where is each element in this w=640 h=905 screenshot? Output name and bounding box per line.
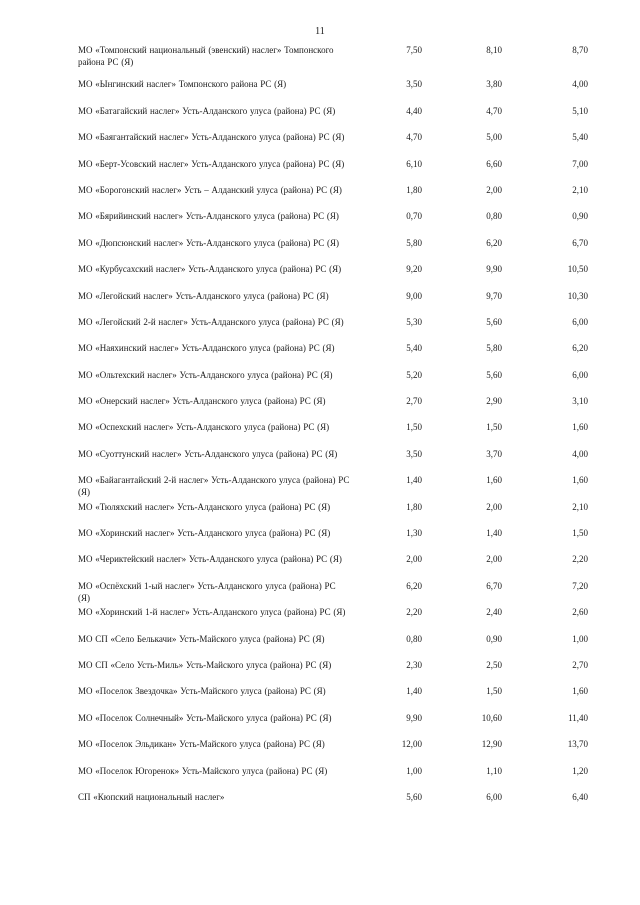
- value-v3: 5,40: [572, 132, 588, 143]
- value-v1: 4,70: [406, 132, 422, 143]
- value-v2: 12,90: [481, 739, 502, 750]
- municipality-name: МО СП «Село Белькачи» Усть-Майского улуса (района) РС (Я): [78, 633, 325, 644]
- table-row: [0, 131, 640, 157]
- value-v2: 5,80: [486, 343, 502, 354]
- value-v3: 6,00: [572, 316, 588, 327]
- table-row: [0, 580, 640, 606]
- value-v3: 6,40: [572, 791, 588, 802]
- value-v1: 3,50: [406, 448, 422, 459]
- value-v1: 4,40: [406, 105, 422, 116]
- value-v1: 2,70: [406, 396, 422, 407]
- value-v2: 9,90: [486, 264, 502, 275]
- value-v3: 2,60: [572, 607, 588, 618]
- value-v3: 11,40: [568, 712, 588, 723]
- table-row: [0, 685, 640, 711]
- table-row: [0, 105, 640, 131]
- municipality-name: МО «Курбусахский наслег» Усть-Алданского улуса (района) РС (Я): [78, 264, 342, 275]
- value-v1: 1,80: [406, 184, 422, 195]
- value-v1: 9,20: [406, 264, 422, 275]
- municipality-table: [0, 44, 640, 817]
- table-row: [0, 421, 640, 447]
- municipality-name: МО «Байагантайский 2-й наслег» Усть-Алданского улуса (района) РС (Я): [78, 475, 350, 498]
- table-row: [0, 448, 640, 474]
- value-v3: 10,50: [567, 264, 588, 275]
- value-v3: 1,50: [572, 528, 588, 539]
- table-row: [0, 342, 640, 368]
- value-v1: 3,50: [406, 79, 422, 90]
- table-row: [0, 44, 640, 70]
- municipality-name: МО «Хоринский 1-й наслег» Усть-Алданского улуса (района) РС (Я): [78, 607, 346, 618]
- value-v2: 2,00: [486, 554, 502, 565]
- table-row: [0, 738, 640, 764]
- municipality-name: МО «Батагайский наслег» Усть-Алданского улуса (района) РС (Я): [78, 105, 336, 116]
- value-v2: 10,60: [481, 712, 502, 723]
- value-v2: 9,70: [486, 290, 502, 301]
- value-v3: 10,30: [567, 290, 588, 301]
- value-v3: 1,60: [572, 475, 588, 486]
- value-v2: 1,40: [486, 528, 502, 539]
- municipality-name: МО «Томпонский национальный (эвенский) наслег» Томпонского района РС (Я): [78, 45, 334, 67]
- value-v2: 5,60: [486, 369, 502, 380]
- value-v3: 6,20: [572, 343, 588, 354]
- value-v1: 0,70: [406, 211, 422, 222]
- municipality-name: МО «Поселок Солнечный» Усть-Майского улуса (района) РС (Я): [78, 712, 332, 723]
- value-v3: 1,60: [572, 422, 588, 433]
- value-v1: 2,20: [406, 607, 422, 618]
- municipality-name: МО «Борогонский наслег» Усть – Алданский улуса (района) РС (Я): [78, 184, 342, 195]
- value-v1: 12,00: [401, 739, 422, 750]
- value-v1: 0,80: [406, 633, 422, 644]
- value-v2: 5,60: [486, 316, 502, 327]
- municipality-name: МО «Хоринский наслег» Усть-Алданского улуса (района) РС (Я): [78, 528, 331, 539]
- value-v1: 5,20: [406, 369, 422, 380]
- value-v3: 13,70: [567, 739, 588, 750]
- value-v2: 2,00: [486, 184, 502, 195]
- value-v2: 1,50: [486, 422, 502, 433]
- value-v1: 9,00: [406, 290, 422, 301]
- value-v3: 5,10: [572, 105, 588, 116]
- municipality-name: СП «Кюпский национальный наслег»: [78, 791, 225, 802]
- page-number: 11: [315, 26, 325, 37]
- value-v1: 2,00: [406, 554, 422, 565]
- value-v1: 1,30: [406, 528, 422, 539]
- municipality-name: МО «Оспехский наслег» Усть-Алданского улуса (района) РС (Я): [78, 422, 330, 433]
- table-row: [0, 290, 640, 316]
- table-row: [0, 606, 640, 632]
- value-v2: 6,20: [486, 237, 502, 248]
- municipality-name: МО «Наяхинский наслег» Усть-Алданского улуса (района) РС (Я): [78, 343, 335, 354]
- table-row: [0, 316, 640, 342]
- municipality-name: МО «Суоттунский наслег» Усть-Алданского улуса (района) РС (Я): [78, 448, 338, 459]
- table-row: [0, 395, 640, 421]
- table-row: [0, 553, 640, 579]
- value-v3: 4,00: [572, 448, 588, 459]
- value-v3: 1,00: [572, 633, 588, 644]
- value-v3: 4,00: [572, 79, 588, 90]
- value-v1: 6,10: [406, 158, 422, 169]
- value-v2: 1,50: [486, 686, 502, 697]
- value-v1: 7,50: [406, 45, 422, 55]
- value-v3: 2,10: [572, 501, 588, 512]
- value-v1: 2,30: [406, 659, 422, 670]
- table-row: [0, 78, 640, 104]
- value-v3: 2,10: [572, 184, 588, 195]
- value-v2: 8,10: [486, 45, 502, 55]
- municipality-name: МО «Ольтехский наслег» Усть-Алданского улуса (района) РС (Я): [78, 369, 333, 380]
- table-row: [0, 184, 640, 210]
- table-row: [0, 158, 640, 184]
- value-v2: 5,00: [486, 132, 502, 143]
- value-v3: 2,20: [572, 554, 588, 565]
- value-v2: 4,70: [486, 105, 502, 116]
- value-v3: 0,90: [572, 211, 588, 222]
- table-row: [0, 791, 640, 817]
- value-v1: 5,40: [406, 343, 422, 354]
- value-v2: 6,00: [486, 791, 502, 802]
- value-v1: 1,50: [406, 422, 422, 433]
- value-v2: 3,70: [486, 448, 502, 459]
- value-v1: 5,30: [406, 316, 422, 327]
- value-v2: 0,90: [486, 633, 502, 644]
- value-v2: 6,70: [486, 580, 502, 591]
- value-v2: 2,00: [486, 501, 502, 512]
- municipality-name: МО «Берт-Усовский наслег» Усть-Алданского улуса (района) РС (Я): [78, 158, 345, 169]
- municipality-name: МО «Баягантайский наслег» Усть-Алданского улуса (района) РС (Я): [78, 132, 345, 143]
- value-v1: 1,40: [406, 475, 422, 486]
- value-v2: 1,60: [486, 475, 502, 486]
- value-v1: 5,80: [406, 237, 422, 248]
- value-v3: 1,20: [572, 765, 588, 776]
- value-v3: 2,70: [572, 659, 588, 670]
- value-v1: 1,40: [406, 686, 422, 697]
- table-row: [0, 659, 640, 685]
- municipality-name: МО «Легойский 2-й наслег» Усть-Алданского улуса (района) РС (Я): [78, 316, 344, 327]
- value-v2: 3,80: [486, 79, 502, 90]
- table-row: [0, 765, 640, 791]
- municipality-name: МО «Чериктейский наслег» Усть-Алданского улуса (района) РС (Я): [78, 554, 342, 565]
- table-row: [0, 527, 640, 553]
- municipality-name: МО «Ынгинский наслег» Томпонского района РС (Я): [78, 79, 287, 90]
- table-row: [0, 210, 640, 236]
- table-row: [0, 633, 640, 659]
- municipality-name: МО «Поселок Эльдикан» Усть-Майского улуса (района) РС (Я): [78, 739, 325, 750]
- table-row: [0, 712, 640, 738]
- value-v2: 2,40: [486, 607, 502, 618]
- table-row: [0, 474, 640, 500]
- municipality-name: МО «Тюляхский наслег» Усть-Алданского улуса (района) РС (Я): [78, 501, 331, 512]
- value-v3: 7,00: [572, 158, 588, 169]
- municipality-name: МО «Онерский наслег» Усть-Алданского улуса (района) РС (Я): [78, 396, 326, 407]
- municipality-name: МО «Поселок Югоренок» Усть-Майского улуса (района) РС (Я): [78, 765, 328, 776]
- value-v3: 7,20: [572, 580, 588, 591]
- value-v2: 6,60: [486, 158, 502, 169]
- municipality-name: МО СП «Село Усть-Миль» Усть-Майского улуса (района) РС (Я): [78, 659, 332, 670]
- value-v1: 1,00: [406, 765, 422, 776]
- value-v2: 1,10: [486, 765, 502, 776]
- value-v1: 1,80: [406, 501, 422, 512]
- value-v2: 0,80: [486, 211, 502, 222]
- table-row: [0, 369, 640, 395]
- value-v1: 6,20: [406, 580, 422, 591]
- municipality-name: МО «Поселок Звездочка» Усть-Майского улуса (района) РС (Я): [78, 686, 326, 697]
- value-v3: 6,00: [572, 369, 588, 380]
- value-v1: 5,60: [406, 791, 422, 802]
- value-v3: 8,70: [572, 45, 588, 55]
- value-v3: 6,70: [572, 237, 588, 248]
- value-v1: 9,90: [406, 712, 422, 723]
- value-v3: 3,10: [572, 396, 588, 407]
- table-row: [0, 263, 640, 289]
- value-v3: 1,60: [572, 686, 588, 697]
- value-v2: 2,50: [486, 659, 502, 670]
- municipality-name: МО «Дюпсюнский наслег» Усть-Алданского улуса (района) РС (Я): [78, 237, 339, 248]
- table-row: [0, 237, 640, 263]
- municipality-name: МО «Бярийинский наслег» Усть-Алданского улуса (района) РС (Я): [78, 211, 339, 222]
- value-v2: 2,90: [486, 396, 502, 407]
- table-row: [0, 501, 640, 527]
- municipality-name: МО «Легойский наслег» Усть-Алданского улуса (района) РС (Я): [78, 290, 329, 301]
- municipality-name: МО «Оспёхский 1-ый наслег» Усть-Алданского улуса (района) РС (Я): [78, 580, 336, 603]
